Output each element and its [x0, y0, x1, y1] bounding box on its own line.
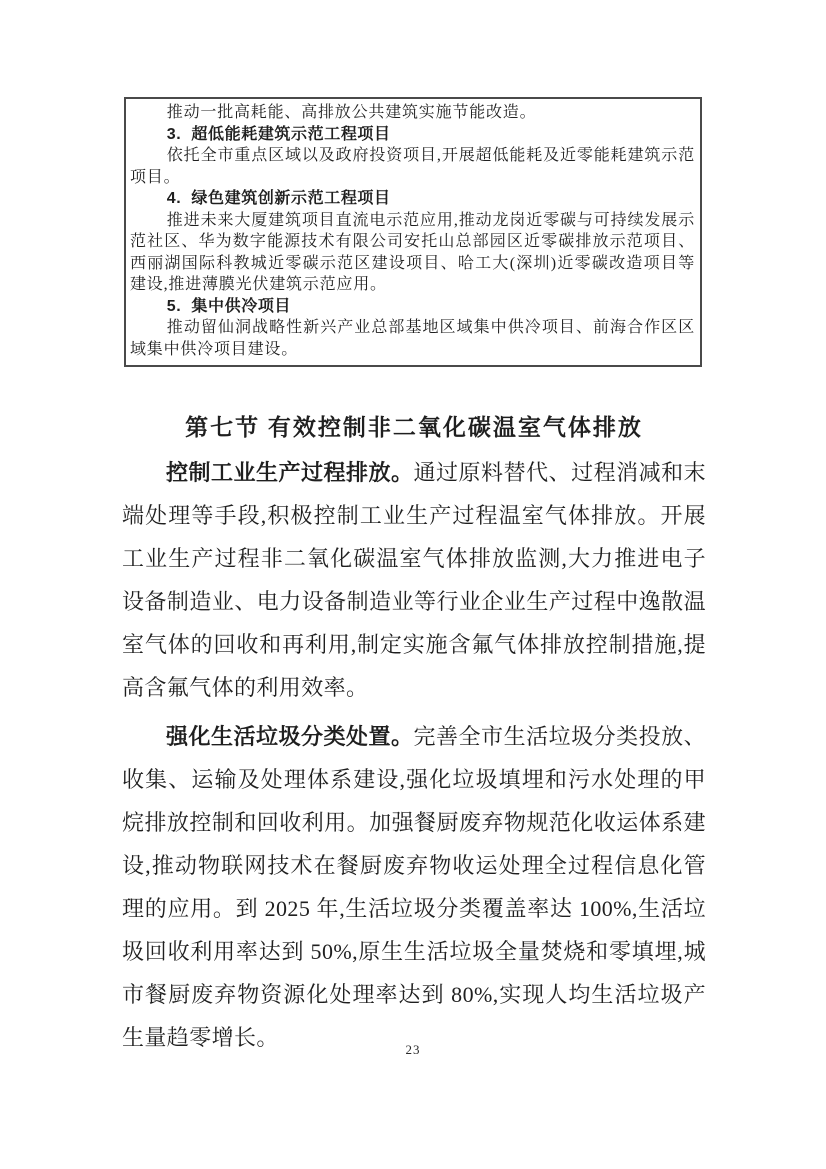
page-number: 23: [405, 1042, 421, 1057]
box-paragraph: 依托全市重点区域以及政府投资项目,开展超低能耗及近零能耗建筑示范项目。: [130, 147, 695, 186]
box-item-heading-5: 5. 集中供冷项目: [166, 297, 292, 315]
box-item-heading-4: 4. 绿色建筑创新示范工程项目: [166, 190, 391, 207]
box-paragraph: 推进未来大厦建筑项目直流电示范应用,推动龙岗近零碳与可持续发展示范社区、华为数字能源技术有限公司安托山总部园区近零碳排放示范项目、西丽湖国际科教城近零碳示范区建设项目、哈工大(深圳)近零碳改造项目等建设,推进薄膜光伏建筑示范应用。: [130, 211, 695, 293]
project-list-box: [124, 97, 702, 367]
section-heading: 第七节 有效控制非二氧化碳温室气体排放: [185, 415, 643, 440]
paragraph-lead: 控制工业生产过程排放。: [166, 460, 414, 485]
paragraph-lead: 强化生活垃圾分类处置。: [166, 724, 414, 749]
box-paragraph: 推动一批高耗能、高排放公共建筑实施节能改造。: [166, 104, 537, 121]
paragraph-text: 通过原料替代、过程消减和末端处理等手段,积极控制工业生产过程温室气体排放。开展工业生产过程非二氧化碳温室气体排放监测,大力推进电子设备制造业、电力设备制造业等行业企业生产过程中逸散温室气体的回收和再利用,制定实施含氟气体排放控制措施,提高含氟气体的利用效率。: [122, 460, 706, 700]
paragraph-waste-sorting: [122, 715, 706, 1059]
box-item-heading-3: 3. 超低能耗建筑示范工程项目: [166, 125, 391, 143]
page-content: [122, 97, 706, 1059]
box-paragraph: 推动留仙洞战略性新兴产业总部基地区域集中供冷项目、前海合作区区域集中供冷项目建设。: [130, 319, 695, 358]
paragraph-text: 完善全市生活垃圾分类投放、收集、运输及处理体系建设,强化垃圾填埋和污水处理的甲烷排放控制和回收利用。加强餐厨废弃物规范化收运体系建设,推动物联网技术在餐厨废弃物收运处理全过程信息化管理的应用。到 2025 年,生活垃圾分类覆盖率达 100%,生活垃圾回收利用率达到 50%,原生生活垃圾全量焚烧和零填埋,城市餐厨废弃物资源化处理率达到 80%,实现人均生活垃圾产生量趋零增长。: [122, 724, 706, 1050]
paragraph-industrial-process: [122, 451, 706, 709]
